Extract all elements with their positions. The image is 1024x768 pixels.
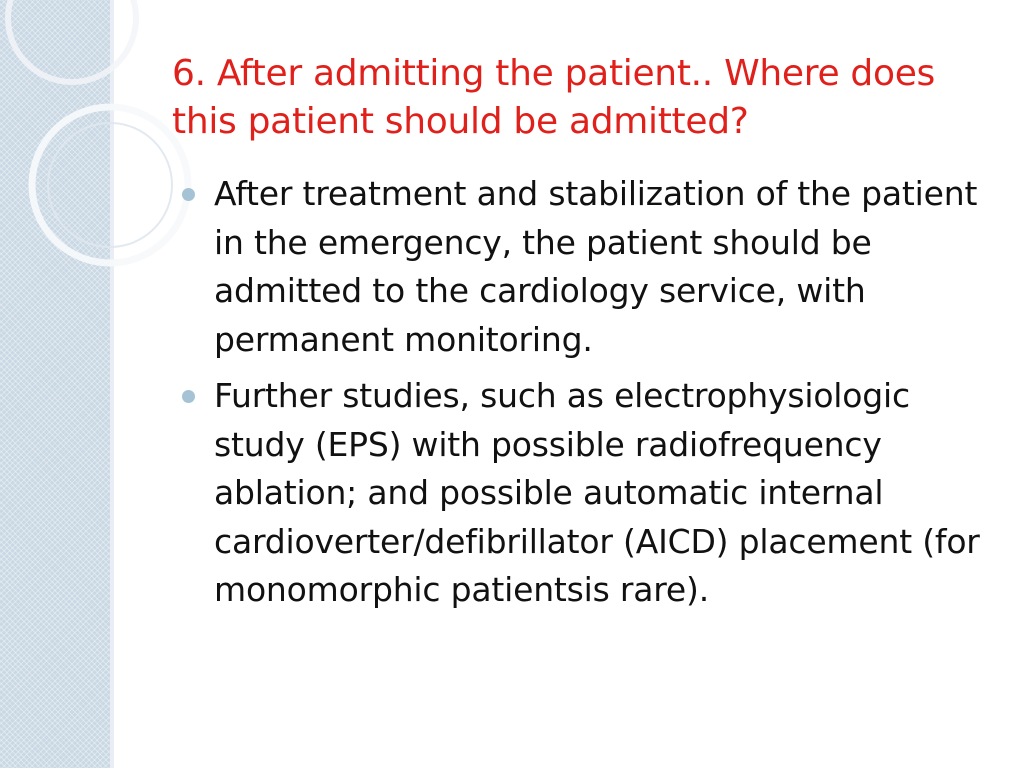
slide-title: 6. After admitting the patient.. Where does this patient should be admitted? bbox=[172, 53, 936, 142]
bullet-item bbox=[182, 170, 1002, 364]
circle-bullet-icon bbox=[182, 390, 195, 403]
bullet-text: Further studies, such as electrophysiologic study (EPS) with possible radiofrequency ablation; and possible automatic internal cardioverter/defibrillator (AICD) placement (for monomorphic patientsis rare). bbox=[214, 376, 980, 609]
circle-bullet-icon bbox=[182, 188, 195, 201]
bullet-list bbox=[182, 170, 1002, 623]
bullet-text: After treatment and stabilization of the patient in the emergency, the patient should be admitted to the cardiology service, with permanent monitoring. bbox=[214, 174, 978, 359]
bullet-item bbox=[182, 372, 1002, 615]
